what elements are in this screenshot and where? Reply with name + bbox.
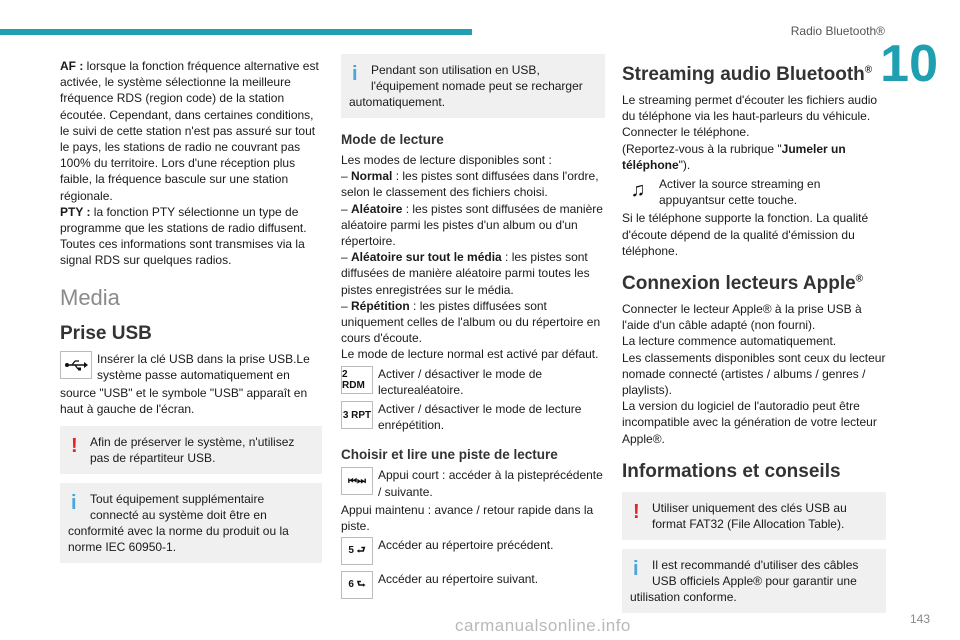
apple-p4: La version du logiciel de l'autoradio peut être incompatible avec la génération de votre lecteur Apple®. [622, 399, 877, 446]
usb-row [60, 351, 322, 383]
media-heading: Media [60, 284, 120, 310]
mode-heading: Mode de lecture [341, 132, 444, 147]
info-note-recharge: i Pendant son utilisation en USB, l'équipement nomade peut se recharger automatiquement. [341, 54, 605, 118]
rpt-row: 3 RPT Activer / désactiver le mode de lecture enrépétition. [342, 402, 582, 433]
skip-row: ⏮⏭ Appui court : accéder à la pisteprécédente / suivante. [341, 467, 605, 499]
usb-icon [60, 351, 92, 379]
folder-prev-icon: 5 ⮐ [341, 537, 373, 565]
info-icon: i [71, 492, 77, 515]
mode-normal: – Normal : les pistes sont diffusées dans l'ordre, selon le classement des fichiers choisi. [341, 169, 599, 200]
watermark: carmanualsonline.info [455, 616, 631, 635]
info-note-cables: i Il est recommandé d'utiliser des câbles USB officiels Apple® pour garantir une utilisation conforme. [622, 549, 886, 613]
mode-random-all: – Aléatoire sur tout le média : les pistes sont diffusées de manière aléatoire parmi toutes les pistes enregistrées sur le média. [341, 250, 590, 297]
choose-track-heading: Choisir et lire une piste de lecture [341, 447, 558, 463]
column-1 [60, 58, 322, 572]
chapter-number: 10 [880, 35, 938, 93]
info-tips-heading: Informations et conseils [622, 460, 841, 482]
repeat-button-icon: 3 RPT [341, 401, 373, 429]
streaming-p3: (Reportez-vous à la rubrique "Jumeler un téléphone"). [622, 141, 846, 172]
header-accent-bar [0, 29, 472, 35]
info-note-iec: i Tout équipement supplémentaire connecté au système doit être en conformité avec la norme du produit ou la norme IEC 60950-1. [60, 483, 322, 563]
header-title: Radio Bluetooth® [790, 24, 885, 38]
folder-next-icon: 6 ⮑ [341, 571, 373, 599]
skip-long-press: Appui maintenu : avance / retour rapide dans la piste. [341, 502, 594, 534]
apple-p2: La lecture commence automatiquement. [622, 334, 837, 349]
apple-heading: Connexion lecteurs Apple® [622, 273, 864, 295]
usb-line-3: source "USB" et le symbole "USB" apparaît en haut à gauche de l'écran. [60, 386, 308, 417]
pty-paragraph: PTY : la fonction PTY sélectionne un type de programme que les stations de radio diffusent. [60, 204, 307, 236]
dir-prev-row: 5 ⮐ Accéder au répertoire précédent. [341, 537, 605, 565]
info-icon: i [352, 63, 358, 85]
warning-icon: ! [633, 500, 640, 523]
apple-p3: Les classements disponibles sont ceux du lecteur nomade connecté (artistes / albums / genres / playlists). [622, 350, 886, 398]
streaming-p4: Si le téléphone supporte la fonction. La qualité d'écoute dépend de la qualité d'émission du téléphone. [622, 211, 869, 258]
column-3 [622, 58, 886, 622]
warning-icon: ! [71, 435, 78, 458]
random-button-icon: 2 RDM [341, 366, 373, 394]
usb-line-1: Insérer la clé USB dans la prise USB. [97, 351, 297, 366]
rdm-row: 2 RDM Activer / désactiver le mode de lecturealéatoire. [342, 366, 543, 397]
streaming-heading: Streaming audio Bluetooth® [622, 64, 873, 85]
usb-heading: Prise USB [60, 322, 152, 344]
music-note-icon: ♫ [630, 178, 646, 201]
streaming-p2: Connecter le téléphone. [622, 125, 750, 140]
mode-intro: Les modes de lecture disponibles sont : [341, 153, 552, 167]
apple-p1: Connecter le lecteur Apple® à la prise USB à l'aide d'un câble adapté (non fourni). [622, 302, 862, 333]
page-number: 143 [909, 612, 930, 626]
af-paragraph: AF : lorsque la fonction fréquence alternative est activée, le système sélectionne la meilleure fréquence RDS (region code) de la station écoutée. Cependant, dans certaines conditions, le suivi de cette station n'est pas assuré sur tout le pays, les stations de radio ne couvrant pas 100% du territoire. Lors d'une réception plus faible, la fréquence bascule sur une station régionale. [60, 59, 319, 203]
streaming-p1: Le streaming permet d'écouter les fichiers audio du téléphone via les haut-parleurs du véhicule. [622, 93, 878, 124]
warning-note-fat32: ! Utiliser uniquement des clés USB au format FAT32 (File Allocation Table). [622, 492, 886, 540]
mode-random: – Aléatoire : les pistes sont diffusées de manière aléatoire parmi les pistes d'un album ou d'un répertoire. [341, 201, 603, 249]
dir-next-row: 6 ⮑ Accéder au répertoire suivant. [341, 571, 605, 599]
usb-line-2: Le système passe automatiquement en [97, 351, 310, 382]
skip-prev-next-icon: ⏮⏭ [341, 467, 373, 495]
streaming-source-row: ♫ Activer la source streaming en appuyantsur cette touche. [622, 176, 886, 208]
rds-paragraph: Toutes ces informations sont transmises via la signal RDS sur quelques radios. [60, 237, 305, 268]
info-icon: i [633, 557, 639, 580]
warning-note-usb-hub: ! Afin de préserver le système, n'utilisez pas de répartiteur USB. [60, 426, 322, 474]
mode-repeat: – Répétition : les pistes diffusées sont uniquement celles de l'album ou du répertoire en cours d'écoute. [341, 298, 601, 346]
mode-default: Le mode de lecture normal est activé par défaut. [341, 347, 599, 362]
column-2 [341, 58, 605, 601]
